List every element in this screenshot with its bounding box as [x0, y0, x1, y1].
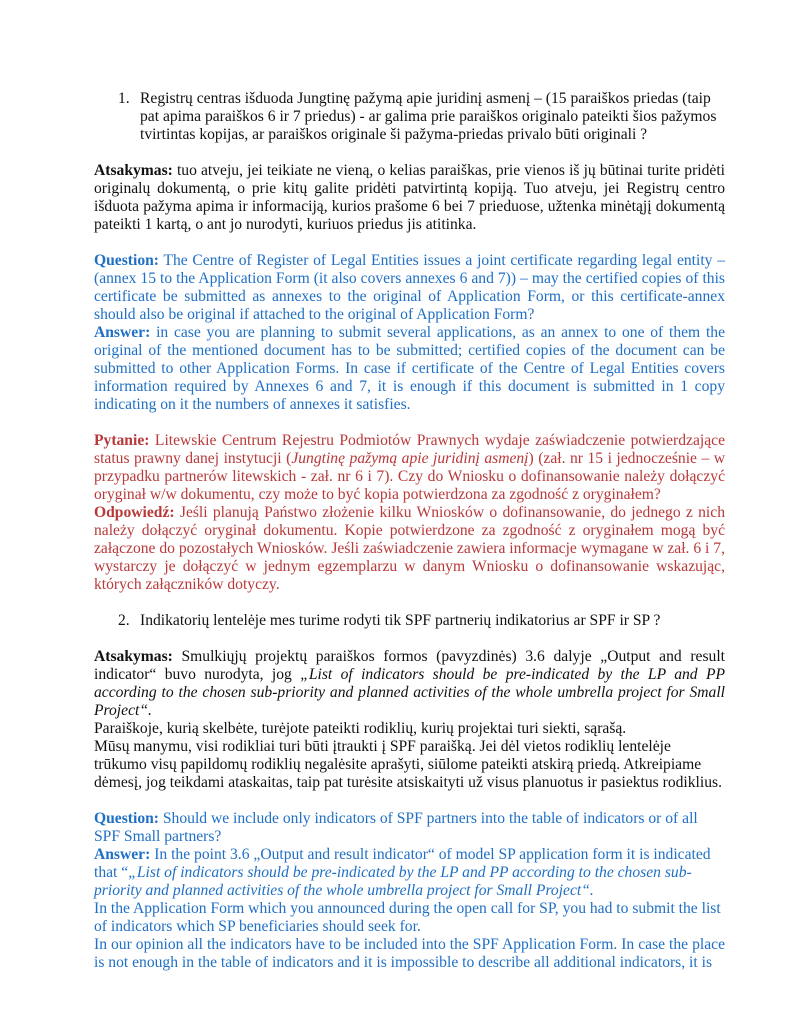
question-2-en-text: Should we include only indicators of SPF partners into the table of indicators or of all SPF Small partners? — [94, 810, 698, 845]
question-2-text: Indikatorių lentelėje mes turime rodyti tik SPF partnerių indikatorius ar SPF ir SP ? — [140, 612, 661, 629]
answer-1-lt — [94, 162, 725, 234]
question-1-pl-italic: Jungtinę pažymą apie juridinį asmenį — [291, 450, 529, 467]
answer-1-en-text: in case you are planning to submit several applications, as an annex to one of them the original of the mentioned document has to be submitted; certified copies of the document can be submitted to other Application Forms. In case if certificate of the Centre of Legal Entities covers information required by Annexes 6 and 7, it is enough if this document is submitted in 1 copy indicating on it the numbers of annexes it satisfies. — [94, 324, 725, 413]
question-2-en-label: Question: — [94, 810, 159, 827]
answer-1-en-label: Answer: — [94, 324, 151, 341]
answer-2-lt-text-a: Smulkiųjų projektų paraiškos formos (pavyzdinės) 3.6 dalyje „Output and result indicator“ buvo nurodyta, jog — [94, 648, 725, 683]
question-2-number: 2. — [118, 612, 130, 629]
question-1-pl-label: Pytanie: — [94, 432, 150, 449]
answer-2-lt — [94, 648, 725, 720]
answer-2-lt-para2: Paraiškoje, kurią skelbėte, turėjote pateikti rodiklių, kurių projektai turi siekti, sąrašą. — [94, 720, 627, 737]
answer-2-en-text-a: In the point 3.6 „Output and result indicator“ of model SP application form it is indicated that “ — [94, 846, 711, 881]
answer-1-lt-text: tuo atveju, jei teikiate ne vieną, o kelias paraiškas, prie vienos iš jų būtinai turite pridėti originalų dokumentą, o prie kitų galite pridėti patvirtintą kopiją. Tuo atveju, jei Registrų centro išduota pažyma apima ir informaciją, kurios prašome 6 bei 7 prieduose, užtenka minėtąjį dokumentą pateikti 1 kartą, o ant jo nurodyti, kuriuos priedus jis atitinka. — [94, 162, 725, 233]
answer-2-en-italic: „List of indicators should be pre-indicated by the LP and PP according to the chosen sub-priority and planned activities of the whole umbrella project for Small Project“. — [94, 864, 692, 899]
question-1-en-text: The Centre of Register of Legal Entities issues a joint certificate regarding legal entity – (annex 15 to the Application Form (it also covers annexes 6 and 7)) – may the certified copies of this certificate be submitted as annexes to the original of Application Form, or this certificate-annex should also be original if attached to the original of Application Form? — [94, 252, 725, 323]
question-1-en-label: Question: — [94, 252, 159, 269]
document-page — [94, 90, 725, 972]
question-1-pl-text-b: ) (zał. nr 15 i jednocześnie – w przypadku partnerów litewskich - zał. nr 6 i 7). Czy do Wniosku o dofinansowanie należy dołączyć oryginał w/w dokumentu, czy może to być kopia potwierdzona za zgodność z oryginałem? — [94, 450, 726, 503]
question-1-number: 1. — [118, 90, 130, 107]
answer-1-lt-label: Atsakymas: — [94, 162, 173, 179]
question-1-pl-text-a: Litewskie Centrum Rejestru Podmiotów Prawnych wydaje zaświadczenie potwierdzające status prawny danej instytucji ( — [94, 432, 725, 467]
answer-2-en-para2: In the Application Form which you announced during the open call for SP, you had to submit the list of indicators which SP beneficiaries should seek for. — [94, 900, 721, 935]
question-1-en — [94, 252, 725, 324]
question-1-pl — [94, 432, 725, 504]
answer-1-pl-text: Jeśli planują Państwo złożenie kilku Wniosków o dofinansowanie, do jednego z nich należy dołączyć oryginał dokumentu. Kopie potwierdzone za zgodność z oryginałem mogą być załączone do pozostałych Wniosków. Jeśli zaświadczenie zawiera informacje wymagane w zał. 6 i 7, wystarczy je dołączyć w jednym egzemplarzu w danym Wniosku o dofinansowanie wskazując, których załączników dotyczy. — [94, 504, 725, 593]
question-2 — [118, 612, 725, 630]
answer-1-en — [94, 324, 725, 414]
question-1 — [118, 90, 725, 144]
answer-2-en-label: Answer: — [94, 846, 151, 863]
answer-1-pl — [94, 504, 725, 594]
question-1-text: Registrų centras išduoda Jungtinę pažymą apie juridinį asmenį – (15 paraiškos priedas (taip pat apima paraiškos 6 ir 7 priedus) - ar galima prie paraiškos originalo pateikti šios pažymos tvirtintas kopijas, ar paraiškos originale ši pažyma-priedas privalo būti originali ? — [140, 90, 717, 143]
answer-1-pl-label: Odpowiedź: — [94, 504, 175, 521]
answer-2-en — [94, 846, 725, 900]
question-2-en — [94, 810, 725, 846]
answer-2-lt-para3: Mūsų manymu, visi rodikliai turi būti įtraukti į SPF paraišką. Jei dėl vietos rodiklių lentelėje trūkumo visų papildomų rodiklių negalėsite aprašyti, siūlome pateikti atskirą priedą. Atkreipiame dėmesį, jog teikdami ataskaitas, taip pat turėsite atsiskaityti už visus planuotus ir pasiektus rodiklius. — [94, 738, 722, 791]
answer-2-lt-label: Atsakymas: — [94, 648, 173, 665]
answer-2-lt-italic: „List of indicators should be pre-indicated by the LP and PP according to the chosen sub-priority and planned activities of the whole umbrella project for Small Project“. — [94, 666, 725, 719]
answer-2-en-para3: In our opinion all the indicators have to be included into the SPF Application Form. In case the place is not enough in the table of indicators and it is impossible to describe all additional indicators, it is — [94, 936, 725, 971]
